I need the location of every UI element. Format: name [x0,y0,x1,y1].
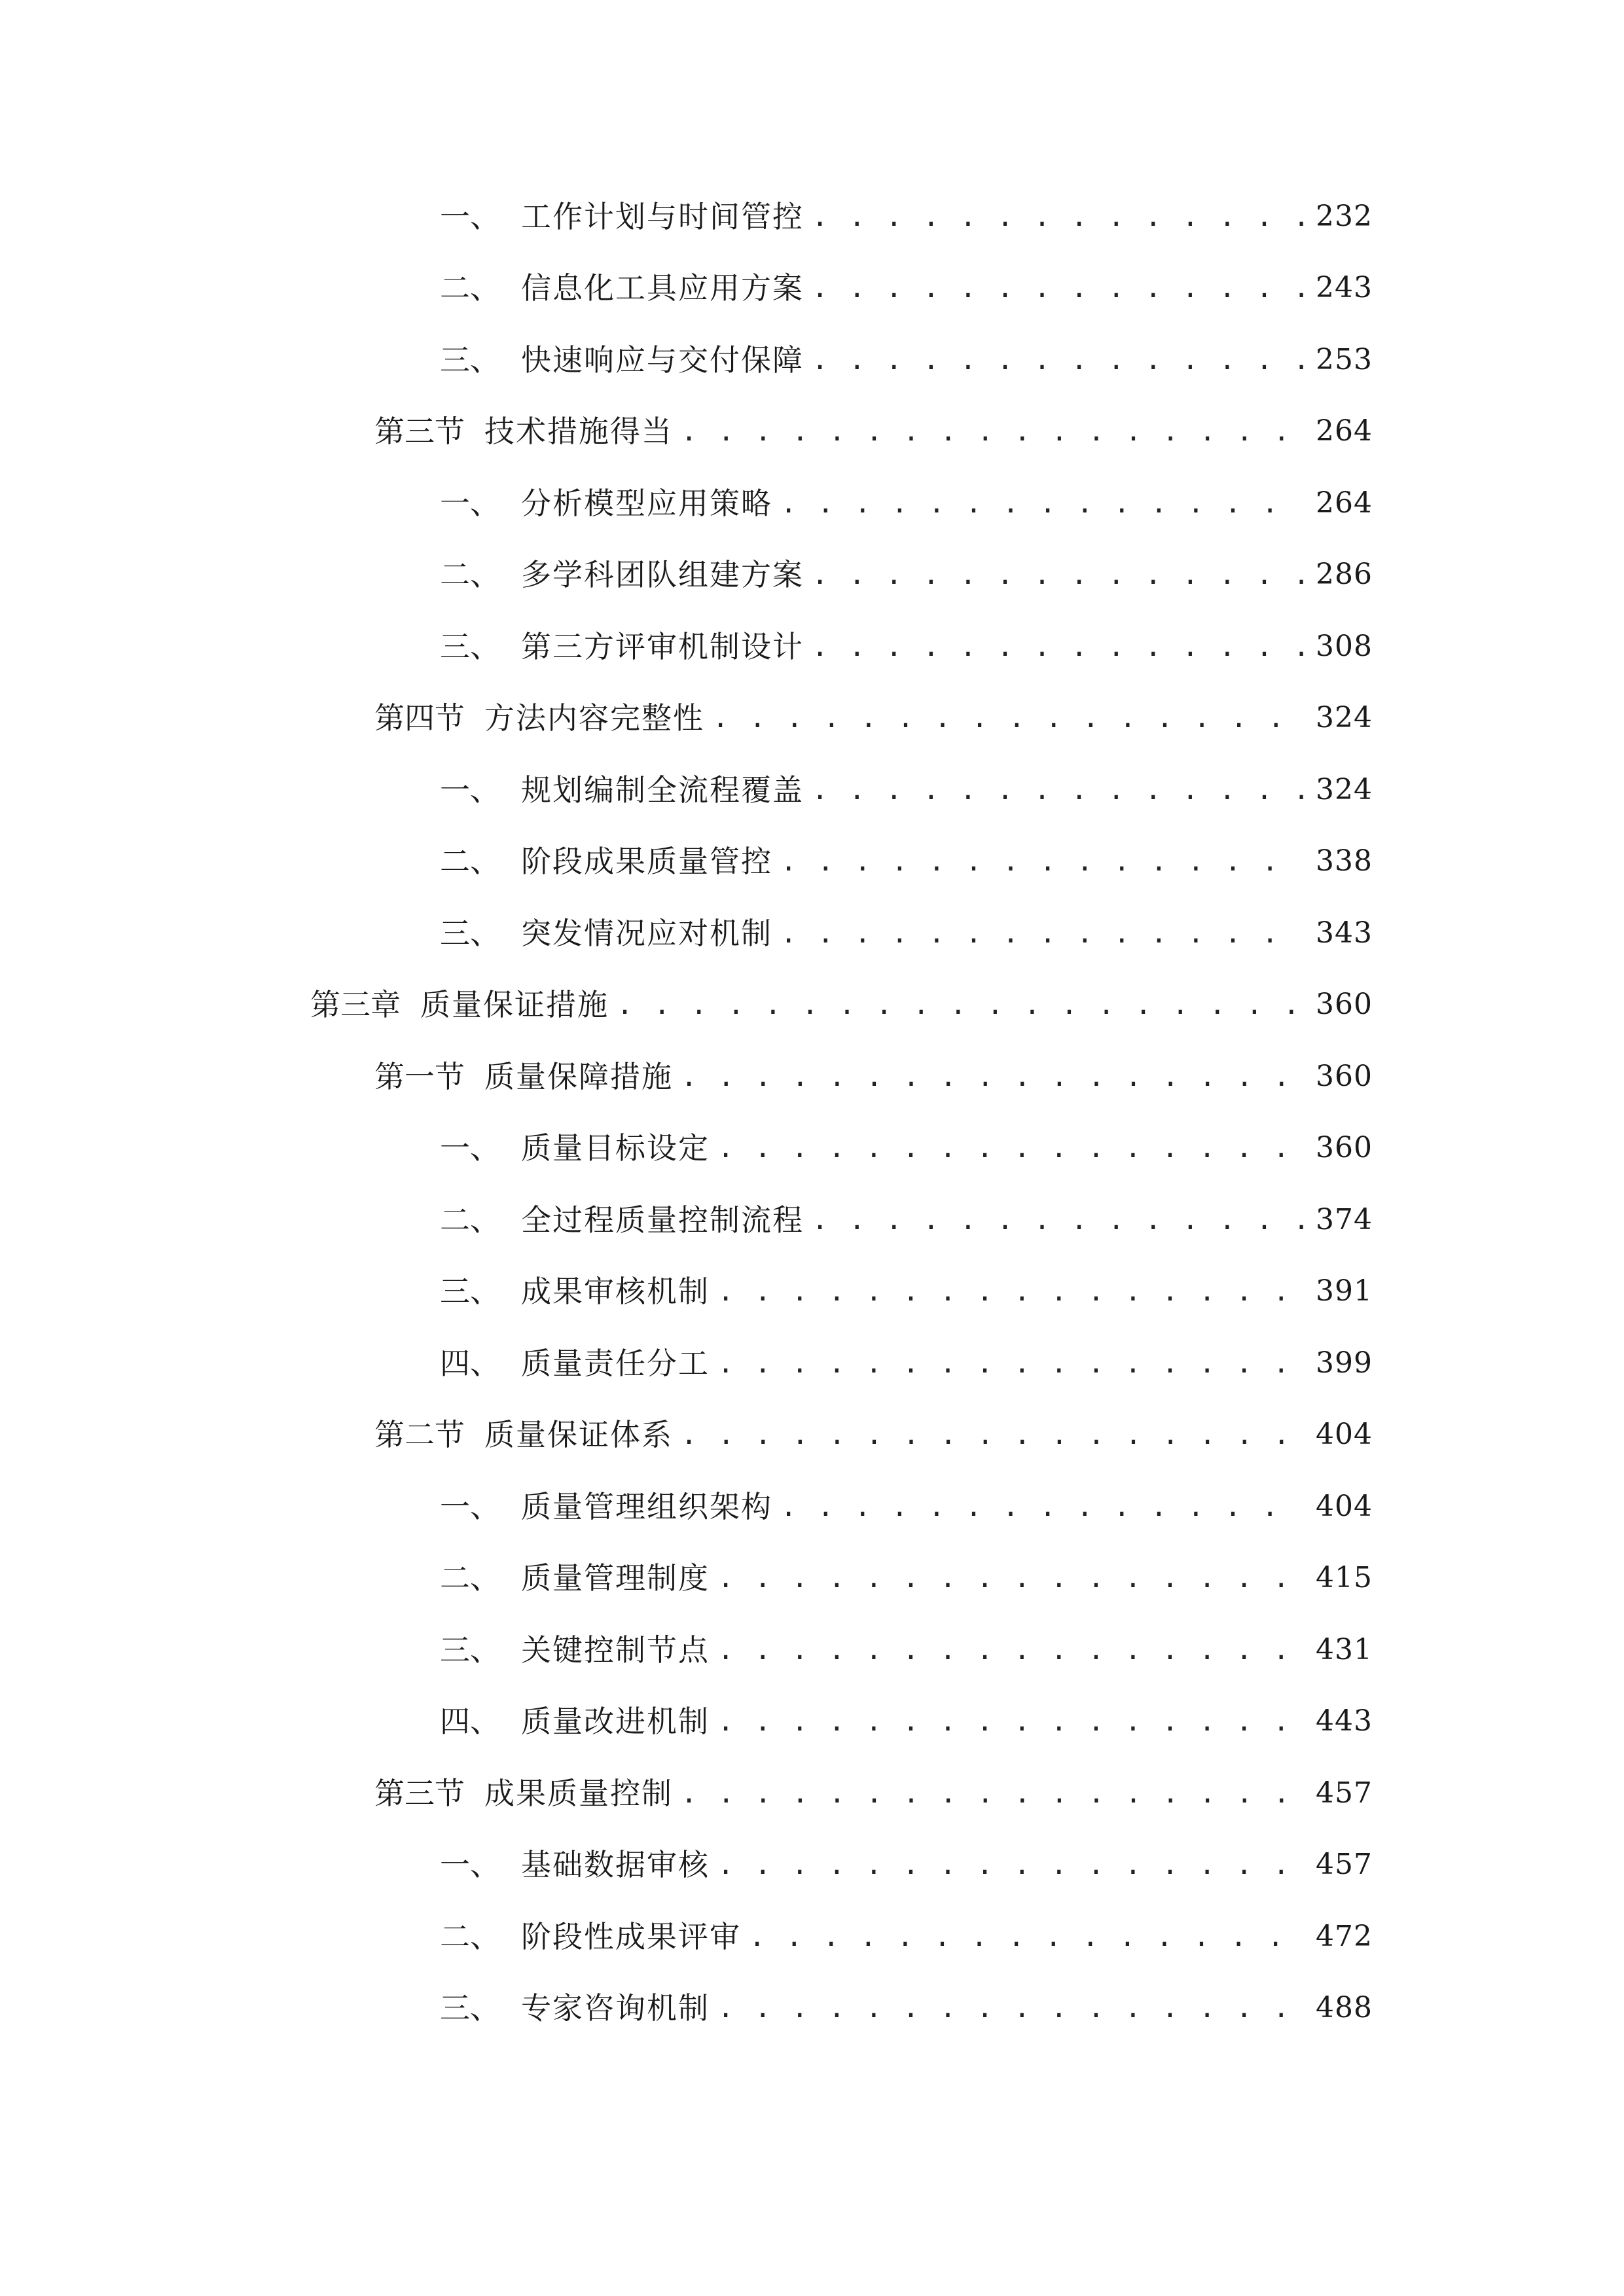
toc-entry-page-number: 343 [1316,916,1373,950]
toc-entry[interactable] [0,1399,1624,1471]
toc-entry-title: 质量保证体系 [484,1417,673,1453]
dot-leader [617,991,1303,1018]
toc-entry-page-number: 324 [1316,701,1373,735]
dot-leader [717,1994,1303,2022]
toc-entry-page-number: 324 [1316,772,1373,806]
toc-entry-title: 专家咨询机制 [521,1990,710,2026]
toc-entry-page-number: 488 [1316,1991,1373,2025]
dot-leader [749,1923,1303,1950]
dot-leader [717,1564,1303,1592]
toc-entry-marker: 四、 [440,1704,500,1740]
toc-entry-title: 质量管理组织架构 [521,1488,772,1524]
dot-leader [812,633,1303,660]
toc-entry-page-number: 360 [1316,988,1373,1022]
toc-entry-marker: 第三章 [310,987,401,1023]
toc-entry-marker: 一、 [440,1130,500,1166]
toc-entry[interactable] [0,1686,1624,1758]
toc-entry-page-number: 360 [1316,1059,1373,1093]
toc-entry[interactable] [0,467,1624,539]
toc-entry-marker: 第四节 [374,700,465,736]
toc-entry[interactable] [0,396,1624,468]
dot-leader [681,1780,1303,1807]
toc-entry-page-number: 264 [1316,486,1373,520]
dot-leader [812,203,1303,230]
toc-entry-title: 质量管理制度 [521,1560,710,1596]
dot-leader [681,418,1303,445]
toc-entry-title: 技术措施得当 [484,414,673,450]
toc-entry[interactable] [0,1757,1624,1829]
toc-entry-title: 阶段成果质量管控 [521,844,772,880]
toc-entry-page-number: 391 [1316,1274,1373,1308]
toc-entry-marker: 三、 [440,1990,500,2026]
toc-entry-page-number: 338 [1316,844,1373,878]
toc-entry-page-number: 243 [1316,271,1373,305]
dot-leader [717,1278,1303,1305]
toc-entry-marker: 三、 [440,628,500,664]
toc-entry-marker: 三、 [440,915,500,951]
toc-entry-page-number: 457 [1316,1776,1373,1810]
toc-entry[interactable] [0,1543,1624,1615]
toc-entry[interactable] [0,253,1624,325]
toc-entry-marker: 第三节 [374,1775,465,1811]
toc-entry-title: 质量保障措施 [484,1058,673,1094]
toc-entry-marker: 第二节 [374,1417,465,1453]
toc-entry[interactable] [0,611,1624,683]
toc-entry[interactable] [0,1829,1624,1901]
toc-entry-page-number: 286 [1316,558,1373,592]
toc-entry[interactable] [0,826,1624,898]
toc-entry-page-number: 404 [1316,1418,1373,1452]
toc-entry-marker: 三、 [440,342,500,378]
toc-entry-title: 基础数据审核 [521,1847,710,1883]
toc-entry[interactable] [0,324,1624,396]
toc-entry-title: 方法内容完整性 [484,700,704,736]
toc-entry-marker: 一、 [440,1847,500,1883]
dot-leader [681,1063,1303,1090]
dot-leader [780,1493,1303,1520]
toc-entry-page-number: 472 [1316,1919,1373,1953]
toc-entry-marker: 一、 [440,772,500,808]
toc-entry[interactable] [0,1471,1624,1543]
toc-entry-title: 质量保证措施 [420,987,609,1023]
toc-entry-marker: 二、 [440,1918,500,1954]
toc-entry-page-number: 232 [1316,199,1373,233]
toc-entry-marker: 二、 [440,1202,500,1238]
toc-entry-title: 成果审核机制 [521,1274,710,1310]
toc-entry[interactable] [0,1256,1624,1328]
toc-entry[interactable] [0,1901,1624,1973]
dot-leader [717,1134,1303,1162]
toc-entry[interactable] [0,969,1624,1041]
toc-entry-title: 质量责任分工 [521,1345,710,1381]
toc-entry-title: 质量改进机制 [521,1704,710,1740]
dot-leader [717,1636,1303,1664]
toc-entry-marker: 三、 [440,1274,500,1310]
toc-entry-marker: 一、 [440,1488,500,1524]
toc-entry-page-number: 360 [1316,1131,1373,1165]
toc-entry-title: 多学科团队组建方案 [521,557,804,593]
table-of-contents [0,181,1624,2044]
toc-entry-title: 成果质量控制 [484,1775,673,1811]
dot-leader [717,1350,1303,1377]
dot-leader [812,274,1303,302]
toc-entry-title: 工作计划与时间管控 [521,198,804,234]
toc-entry-marker: 第一节 [374,1058,465,1094]
dot-leader [812,346,1303,374]
toc-entry[interactable] [0,181,1624,253]
dot-leader [812,561,1303,588]
toc-entry-page-number: 253 [1316,342,1373,376]
toc-entry-marker: 一、 [440,198,500,234]
toc-entry-title: 快速响应与交付保障 [521,342,804,378]
toc-entry-marker: 二、 [440,557,500,593]
toc-entry-page-number: 415 [1316,1561,1373,1595]
dot-leader [681,1421,1303,1448]
toc-entry-marker: 一、 [440,485,500,521]
toc-entry-page-number: 308 [1316,629,1373,663]
toc-entry-page-number: 443 [1316,1704,1373,1738]
toc-entry[interactable] [0,754,1624,826]
dot-leader [812,1206,1303,1234]
toc-entry-title: 分析模型应用策略 [521,485,772,521]
toc-entry-page-number: 264 [1316,414,1373,448]
toc-entry-page-number: 374 [1316,1202,1373,1236]
dot-leader [780,490,1303,517]
dot-leader [717,1851,1303,1878]
dot-leader [780,848,1303,875]
toc-entry-title: 规划编制全流程覆盖 [521,772,804,808]
toc-entry-title: 突发情况应对机制 [521,915,772,951]
toc-entry-title: 质量目标设定 [521,1130,710,1166]
toc-entry[interactable] [0,1184,1624,1256]
toc-entry-marker: 四、 [440,1345,500,1381]
toc-entry-marker: 二、 [440,270,500,306]
toc-entry-page-number: 431 [1316,1632,1373,1666]
toc-entry-page-number: 457 [1316,1848,1373,1882]
toc-entry[interactable] [0,1327,1624,1399]
toc-entry[interactable] [0,1113,1624,1185]
toc-entry[interactable] [0,1973,1624,2045]
dot-leader [712,704,1303,732]
toc-entry[interactable] [0,539,1624,611]
toc-entry-title: 全过程质量控制流程 [521,1202,804,1238]
toc-entry-marker: 第三节 [374,414,465,450]
toc-entry-marker: 二、 [440,1560,500,1596]
toc-entry-marker: 三、 [440,1632,500,1668]
toc-entry-title: 第三方评审机制设计 [521,628,804,664]
toc-entry-marker: 二、 [440,844,500,880]
dot-leader [717,1708,1303,1735]
toc-entry-page-number: 399 [1316,1346,1373,1380]
toc-entry[interactable] [0,1614,1624,1686]
toc-entry-page-number: 404 [1316,1489,1373,1523]
toc-entry[interactable] [0,1041,1624,1113]
dot-leader [812,776,1303,804]
toc-entry-title: 阶段性成果评审 [521,1918,741,1954]
toc-entry[interactable] [0,897,1624,969]
toc-entry-title: 信息化工具应用方案 [521,270,804,306]
dot-leader [780,920,1303,947]
toc-entry-title: 关键控制节点 [521,1632,710,1668]
toc-entry[interactable] [0,683,1624,755]
